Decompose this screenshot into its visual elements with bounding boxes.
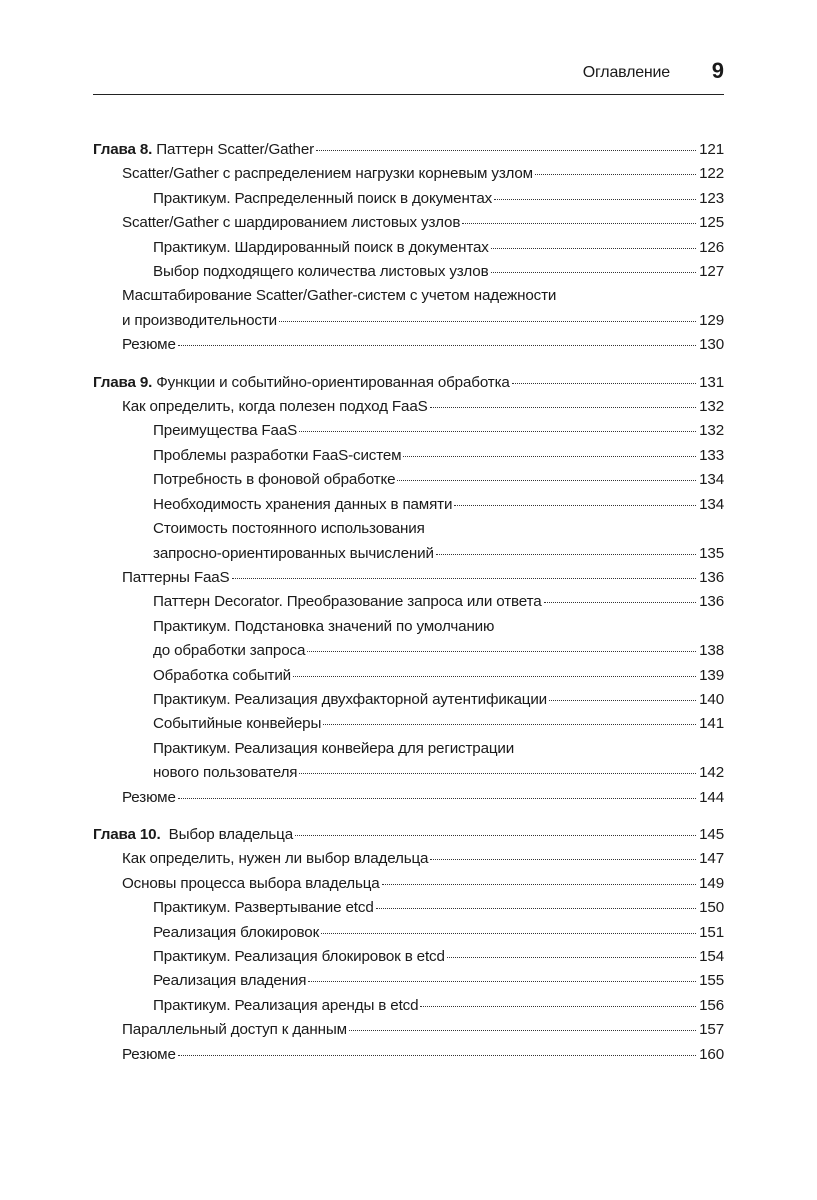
entry-page-number: 149: [699, 874, 724, 892]
toc-subsection-entry[interactable]: [93, 688, 724, 712]
entry-title: Резюме: [122, 1045, 176, 1063]
entry-title: Потребность в фоновой обработке: [153, 471, 396, 489]
entry-page-number: 135: [699, 544, 724, 562]
entry-page-number: 125: [699, 214, 724, 232]
toc-subsection-entry[interactable]: [93, 664, 724, 688]
chapter-page-number: 145: [699, 825, 724, 843]
dot-leader: [494, 199, 696, 200]
dot-leader: [308, 981, 696, 982]
dot-leader: [420, 1006, 696, 1007]
dot-leader: [430, 407, 696, 408]
dot-leader: [232, 578, 697, 579]
dot-leader: [295, 835, 696, 836]
chapter-label: Глава 9.: [93, 373, 153, 391]
dot-leader: [436, 554, 696, 555]
entry-page-number: 142: [699, 764, 724, 782]
chapter-heading[interactable]: [93, 371, 724, 395]
toc-subsection-entry[interactable]: [93, 444, 724, 468]
toc-subsection-entry[interactable]: [93, 260, 724, 284]
entry-page-number: 140: [699, 690, 724, 708]
dot-leader: [279, 321, 696, 322]
dot-leader: [178, 1055, 696, 1056]
dot-leader: [535, 174, 696, 175]
dot-leader: [178, 345, 696, 346]
dot-leader: [323, 724, 696, 725]
toc-subsection-entry[interactable]: [93, 187, 724, 211]
entry-title-first-line: Стоимость постоянного использования: [153, 520, 425, 538]
toc-subsection-entry[interactable]: [93, 615, 724, 664]
entry-page-number: 139: [699, 666, 724, 684]
entry-page-number: 129: [699, 311, 724, 329]
entry-title: Необходимость хранения данных в памяти: [153, 495, 453, 513]
entry-title: Реализация владения: [153, 972, 307, 990]
dot-leader: [299, 431, 696, 432]
toc-subsection-entry[interactable]: [93, 468, 724, 492]
entry-page-number: 127: [699, 263, 724, 281]
entry-page-number: 136: [699, 593, 724, 611]
entry-title: Паттерны FaaS: [122, 568, 230, 586]
dot-leader: [307, 651, 696, 652]
chapter-section: [93, 823, 724, 1067]
toc-section-entry[interactable]: [93, 1018, 724, 1042]
dot-leader: [512, 383, 696, 384]
toc-subsection-entry[interactable]: [93, 945, 724, 969]
toc-section-entry[interactable]: [93, 872, 724, 896]
entry-title: Проблемы разработки FaaS-систем: [153, 446, 402, 464]
entry-title: и производительности: [122, 311, 277, 329]
toc-section-entry[interactable]: [93, 284, 724, 333]
entry-page-number: 130: [699, 336, 724, 354]
chapter-heading[interactable]: [93, 823, 724, 847]
entry-title: нового пользователя: [153, 764, 298, 782]
chapter-page-number: 131: [699, 373, 724, 391]
toc-subsection-entry[interactable]: [93, 590, 724, 614]
running-header-title: Оглавление: [582, 64, 670, 81]
entry-title: Реализация блокировок: [153, 923, 320, 941]
toc-subsection-entry[interactable]: [93, 969, 724, 993]
chapter-section: [93, 138, 724, 358]
dot-leader: [491, 272, 697, 273]
entry-page-number: 134: [699, 471, 724, 489]
entry-title-first-line: Практикум. Реализация конвейера для регистрации: [153, 739, 515, 757]
chapter-label: Глава 10.: [93, 825, 161, 843]
entry-title: Основы процесса выбора владельца: [122, 874, 380, 892]
toc-subsection-entry[interactable]: [93, 712, 724, 736]
entry-page-number: 150: [699, 899, 724, 917]
dot-leader: [349, 1030, 696, 1031]
dot-leader: [491, 248, 696, 249]
dot-leader: [321, 933, 696, 934]
entry-page-number: 136: [699, 568, 724, 586]
dot-leader: [293, 676, 696, 677]
entry-title: Практикум. Реализация двухфакторной аутентификации: [153, 690, 548, 708]
entry-page-number: 147: [699, 850, 724, 868]
entry-title-first-line: Практикум. Подстановка значений по умолчанию: [153, 617, 495, 635]
entry-title: Паттерн Decorator. Преобразование запроса или ответа: [153, 593, 542, 611]
toc-section-entry[interactable]: [93, 162, 724, 186]
entry-title: Событийные конвейеры: [153, 715, 322, 733]
entry-title: Резюме: [122, 788, 176, 806]
toc-subsection-entry[interactable]: [93, 737, 724, 786]
dot-leader: [403, 456, 696, 457]
chapter-title: Функции и событийно-ориентированная обработка: [152, 373, 510, 391]
toc-subsection-entry[interactable]: [93, 419, 724, 443]
toc-section-entry[interactable]: [93, 395, 724, 419]
toc-section-entry[interactable]: [93, 1043, 724, 1067]
dot-leader: [544, 602, 697, 603]
toc-subsection-entry[interactable]: [93, 896, 724, 920]
dot-leader: [382, 884, 697, 885]
entry-page-number: 156: [699, 996, 724, 1014]
entry-page-number: 154: [699, 948, 724, 965]
entry-title: Резюме: [122, 336, 176, 354]
page-number: 9: [711, 58, 724, 83]
toc-subsection-entry[interactable]: [93, 236, 724, 260]
toc-section-entry[interactable]: [93, 566, 724, 590]
entry-page-number: 157: [699, 1021, 724, 1039]
chapter-title: Выбор владельца: [160, 825, 294, 843]
entry-title: запросно-ориентированных вычислений: [153, 544, 434, 562]
entry-title: Практикум. Реализация аренды в etcd: [153, 996, 419, 1014]
chapter-heading[interactable]: [93, 138, 724, 162]
entry-title: Scatter/Gather с распределением нагрузки корневым узлом: [122, 165, 533, 183]
entry-page-number: 132: [699, 422, 724, 440]
dot-leader: [454, 505, 696, 506]
entry-title: Практикум. Шардированный поиск в документах: [153, 238, 489, 256]
toc-section-entry[interactable]: [93, 211, 724, 235]
entry-page-number: 133: [699, 446, 724, 464]
entry-page-number: 160: [699, 1045, 724, 1063]
dot-leader: [549, 700, 696, 701]
toc-section-entry[interactable]: [93, 847, 724, 871]
dot-leader: [397, 480, 696, 481]
entry-title: Выбор подходящего количества листовых узлов: [153, 263, 489, 281]
toc-subsection-entry[interactable]: [93, 493, 724, 517]
chapter-section: [93, 371, 724, 810]
entry-page-number: 123: [699, 189, 724, 207]
table-of-contents: [93, 138, 724, 1080]
entry-page-number: 144: [699, 788, 724, 806]
dot-leader: [462, 223, 696, 224]
dot-leader: [376, 908, 696, 909]
entry-page-number: 155: [699, 972, 724, 990]
toc-subsection-entry[interactable]: [93, 921, 724, 945]
dot-leader: [178, 798, 696, 799]
toc-subsection-entry[interactable]: [93, 517, 724, 566]
dot-leader: [316, 150, 696, 151]
entry-title: Параллельный доступ к данным: [122, 1021, 347, 1039]
entry-title: Scatter/Gather с шардированием листовых узлов: [122, 214, 461, 232]
dot-leader: [299, 773, 696, 774]
entry-page-number: 141: [699, 715, 724, 733]
entry-page-number: 151: [699, 923, 724, 941]
entry-title: Как определить, когда полезен подход FaaS: [122, 398, 428, 416]
toc-section-entry[interactable]: [93, 333, 724, 357]
entry-title-first-line: Масштабирование Scatter/Gather-систем с учетом надежности: [122, 287, 557, 305]
entry-title: Практикум. Реализация блокировок в etcd: [153, 948, 445, 965]
entry-page-number: 126: [699, 238, 724, 256]
entry-title: Практикум. Распределенный поиск в документах: [153, 189, 493, 207]
entry-page-number: 122: [699, 165, 724, 183]
entry-title: Преимущества FaaS: [153, 422, 298, 440]
toc-section-entry[interactable]: [93, 786, 724, 810]
entry-title: до обработки запроса: [153, 642, 306, 660]
entry-page-number: 138: [699, 642, 724, 660]
entry-title: Обработка событий: [153, 666, 292, 684]
chapter-title: Паттерн Scatter/Gather: [152, 141, 315, 158]
chapter-page-number: 121: [699, 141, 724, 158]
running-header: [93, 52, 724, 95]
dot-leader: [430, 859, 696, 860]
entry-page-number: 134: [699, 495, 724, 513]
chapter-label: Глава 8.: [93, 141, 153, 158]
entry-page-number: 132: [699, 398, 724, 416]
entry-title: Как определить, нужен ли выбор владельца: [122, 850, 429, 868]
entry-title: Практикум. Развертывание etcd: [153, 899, 374, 917]
dot-leader: [447, 957, 696, 958]
toc-subsection-entry[interactable]: [93, 994, 724, 1018]
